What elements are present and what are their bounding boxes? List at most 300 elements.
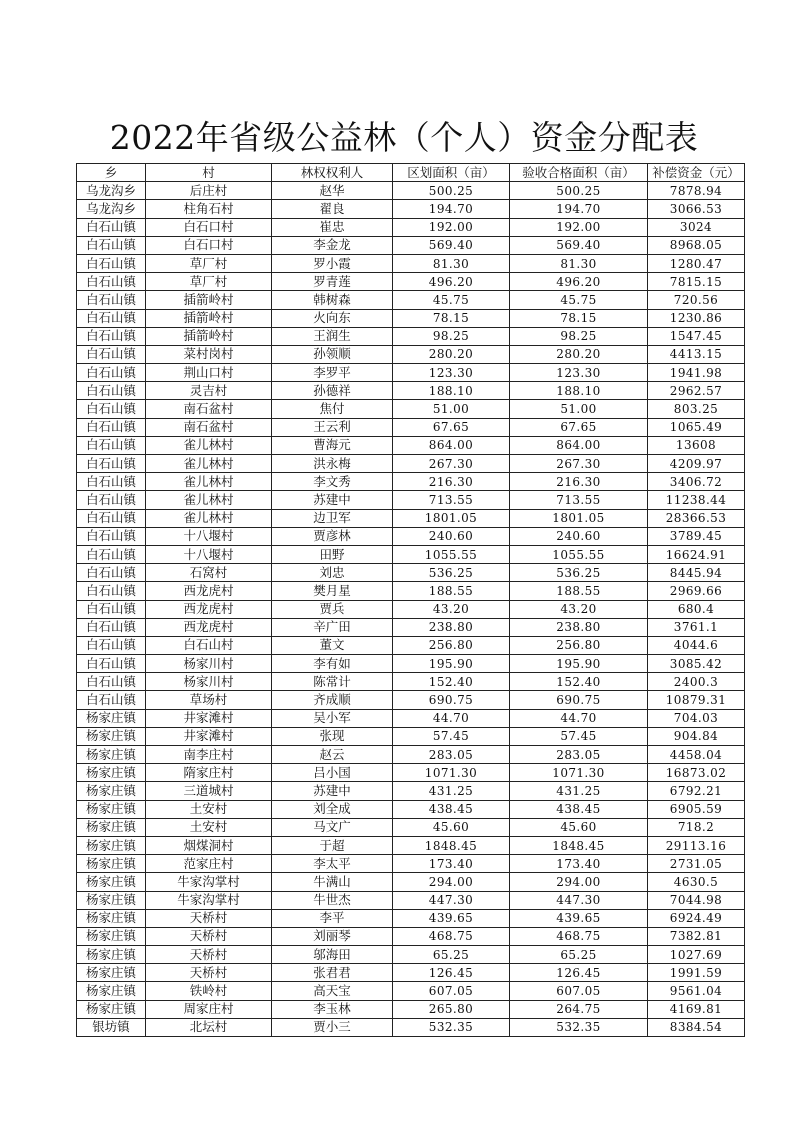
cell-township: 白石山镇 [77, 345, 146, 363]
cell-village: 土安村 [146, 800, 272, 818]
table-row [77, 727, 745, 745]
cell-accepted-area: 123.30 [510, 364, 648, 382]
cell-holder: 李有如 [272, 655, 393, 673]
cell-holder: 韩树森 [272, 291, 393, 309]
table-row [77, 782, 745, 800]
cell-compensation: 704.03 [648, 709, 745, 727]
cell-township: 白石山镇 [77, 436, 146, 454]
cell-compensation: 8968.05 [648, 236, 745, 254]
table-row [77, 218, 745, 236]
cell-village: 白石口村 [146, 236, 272, 254]
cell-township: 白石山镇 [77, 618, 146, 636]
cell-compensation: 10879.31 [648, 691, 745, 709]
cell-village: 天桥村 [146, 909, 272, 927]
cell-township: 杨家庄镇 [77, 1000, 146, 1018]
cell-township: 白石山镇 [77, 254, 146, 272]
cell-holder: 李金龙 [272, 236, 393, 254]
cell-holder: 陈常计 [272, 673, 393, 691]
cell-accepted-area: 864.00 [510, 436, 648, 454]
cell-planned-area: 78.15 [393, 309, 510, 327]
cell-village: 井家滩村 [146, 709, 272, 727]
cell-accepted-area: 438.45 [510, 800, 648, 818]
cell-planned-area: 267.30 [393, 455, 510, 473]
allocation-table [76, 163, 745, 1037]
cell-planned-area: 607.05 [393, 982, 510, 1000]
cell-compensation: 7044.98 [648, 891, 745, 909]
cell-village: 铁岭村 [146, 982, 272, 1000]
cell-holder: 张君君 [272, 964, 393, 982]
cell-compensation: 4209.97 [648, 455, 745, 473]
cell-village: 草厂村 [146, 254, 272, 272]
table-row [77, 836, 745, 854]
cell-planned-area: 45.60 [393, 818, 510, 836]
cell-holder: 火向东 [272, 309, 393, 327]
cell-township: 杨家庄镇 [77, 782, 146, 800]
cell-village: 杨家川村 [146, 673, 272, 691]
cell-village: 雀儿林村 [146, 436, 272, 454]
cell-township: 白石山镇 [77, 418, 146, 436]
cell-compensation: 3789.45 [648, 527, 745, 545]
cell-compensation: 1991.59 [648, 964, 745, 982]
cell-planned-area: 294.00 [393, 873, 510, 891]
table-row [77, 746, 745, 764]
cell-holder: 刘全成 [272, 800, 393, 818]
column-header-compensation: 补偿资金（元） [648, 164, 745, 182]
cell-holder: 李玉林 [272, 1000, 393, 1018]
cell-township: 杨家庄镇 [77, 873, 146, 891]
cell-township: 杨家庄镇 [77, 927, 146, 945]
cell-accepted-area: 43.20 [510, 600, 648, 618]
cell-accepted-area: 45.75 [510, 291, 648, 309]
cell-accepted-area: 532.35 [510, 1018, 648, 1036]
table-row [77, 236, 745, 254]
cell-planned-area: 1071.30 [393, 764, 510, 782]
cell-accepted-area: 690.75 [510, 691, 648, 709]
cell-township: 白石山镇 [77, 273, 146, 291]
cell-planned-area: 173.40 [393, 855, 510, 873]
cell-planned-area: 43.20 [393, 600, 510, 618]
column-header-accepted-area: 验收合格面积（亩） [510, 164, 648, 182]
cell-compensation: 3024 [648, 218, 745, 236]
cell-accepted-area: 126.45 [510, 964, 648, 982]
cell-township: 杨家庄镇 [77, 764, 146, 782]
cell-compensation: 11238.44 [648, 491, 745, 509]
cell-planned-area: 256.80 [393, 636, 510, 654]
table-row [77, 345, 745, 363]
cell-village: 天桥村 [146, 927, 272, 945]
cell-township: 杨家庄镇 [77, 727, 146, 745]
cell-village: 西龙虎村 [146, 618, 272, 636]
cell-planned-area: 126.45 [393, 964, 510, 982]
cell-holder: 于超 [272, 836, 393, 854]
table-row [77, 927, 745, 945]
table-row [77, 182, 745, 200]
cell-township: 杨家庄镇 [77, 818, 146, 836]
cell-accepted-area: 468.75 [510, 927, 648, 945]
cell-accepted-area: 264.75 [510, 1000, 648, 1018]
table-row [77, 327, 745, 345]
cell-village: 烟煤洞村 [146, 836, 272, 854]
cell-compensation: 9561.04 [648, 982, 745, 1000]
cell-village: 菜村岗村 [146, 345, 272, 363]
cell-township: 杨家庄镇 [77, 964, 146, 982]
cell-planned-area: 532.35 [393, 1018, 510, 1036]
cell-township: 白石山镇 [77, 473, 146, 491]
column-header-village: 村 [146, 164, 272, 182]
table-row [77, 418, 745, 436]
cell-village: 白石口村 [146, 218, 272, 236]
cell-village: 柱角石村 [146, 200, 272, 218]
table-row [77, 382, 745, 400]
cell-township: 白石山镇 [77, 364, 146, 382]
cell-planned-area: 536.25 [393, 564, 510, 582]
cell-planned-area: 468.75 [393, 927, 510, 945]
cell-planned-area: 51.00 [393, 400, 510, 418]
cell-accepted-area: 192.00 [510, 218, 648, 236]
cell-holder: 李太平 [272, 855, 393, 873]
cell-holder: 董文 [272, 636, 393, 654]
cell-accepted-area: 81.30 [510, 254, 648, 272]
cell-holder: 苏建中 [272, 491, 393, 509]
cell-compensation: 8445.94 [648, 564, 745, 582]
cell-village: 周家庄村 [146, 1000, 272, 1018]
cell-accepted-area: 173.40 [510, 855, 648, 873]
cell-village: 草场村 [146, 691, 272, 709]
cell-accepted-area: 294.00 [510, 873, 648, 891]
cell-village: 南李庄村 [146, 746, 272, 764]
cell-holder: 牛世杰 [272, 891, 393, 909]
cell-compensation: 1065.49 [648, 418, 745, 436]
cell-village: 北坛村 [146, 1018, 272, 1036]
table-row [77, 291, 745, 309]
cell-holder: 邬海田 [272, 946, 393, 964]
cell-holder: 贾小三 [272, 1018, 393, 1036]
cell-planned-area: 45.75 [393, 291, 510, 309]
table-row [77, 636, 745, 654]
cell-holder: 李文秀 [272, 473, 393, 491]
cell-planned-area: 280.20 [393, 345, 510, 363]
cell-township: 杨家庄镇 [77, 746, 146, 764]
table-row [77, 436, 745, 454]
cell-township: 白石山镇 [77, 582, 146, 600]
cell-village: 插箭岭村 [146, 327, 272, 345]
cell-holder: 辛广田 [272, 618, 393, 636]
cell-accepted-area: 57.45 [510, 727, 648, 745]
cell-village: 雀儿林村 [146, 473, 272, 491]
cell-township: 杨家庄镇 [77, 982, 146, 1000]
cell-planned-area: 240.60 [393, 527, 510, 545]
cell-planned-area: 713.55 [393, 491, 510, 509]
cell-village: 十八堰村 [146, 527, 272, 545]
table-row [77, 1000, 745, 1018]
cell-accepted-area: 152.40 [510, 673, 648, 691]
cell-planned-area: 496.20 [393, 273, 510, 291]
cell-compensation: 6924.49 [648, 909, 745, 927]
cell-village: 雀儿林村 [146, 491, 272, 509]
cell-holder: 李平 [272, 909, 393, 927]
cell-accepted-area: 51.00 [510, 400, 648, 418]
cell-compensation: 1027.69 [648, 946, 745, 964]
cell-accepted-area: 607.05 [510, 982, 648, 1000]
cell-township: 白石山镇 [77, 327, 146, 345]
cell-compensation: 1941.98 [648, 364, 745, 382]
cell-planned-area: 283.05 [393, 746, 510, 764]
cell-accepted-area: 238.80 [510, 618, 648, 636]
table-row [77, 673, 745, 691]
cell-compensation: 4630.5 [648, 873, 745, 891]
cell-compensation: 2969.66 [648, 582, 745, 600]
cell-village: 雀儿林村 [146, 455, 272, 473]
cell-township: 白石山镇 [77, 564, 146, 582]
cell-township: 白石山镇 [77, 455, 146, 473]
cell-compensation: 1280.47 [648, 254, 745, 272]
cell-compensation: 720.56 [648, 291, 745, 309]
cell-village: 后庄村 [146, 182, 272, 200]
cell-township: 杨家庄镇 [77, 800, 146, 818]
table-row [77, 691, 745, 709]
cell-accepted-area: 188.10 [510, 382, 648, 400]
cell-holder: 贾兵 [272, 600, 393, 618]
cell-planned-area: 1801.05 [393, 509, 510, 527]
table-row [77, 509, 745, 527]
cell-township: 白石山镇 [77, 400, 146, 418]
cell-planned-area: 152.40 [393, 673, 510, 691]
column-header-planned-area: 区划面积（亩） [393, 164, 510, 182]
cell-accepted-area: 1055.55 [510, 545, 648, 563]
table-row [77, 1018, 745, 1036]
cell-planned-area: 238.80 [393, 618, 510, 636]
cell-township: 白石山镇 [77, 527, 146, 545]
cell-compensation: 16873.02 [648, 764, 745, 782]
cell-compensation: 680.4 [648, 600, 745, 618]
cell-accepted-area: 1848.45 [510, 836, 648, 854]
cell-accepted-area: 65.25 [510, 946, 648, 964]
table-row [77, 709, 745, 727]
table-row [77, 364, 745, 382]
cell-planned-area: 188.55 [393, 582, 510, 600]
cell-accepted-area: 280.20 [510, 345, 648, 363]
cell-planned-area: 57.45 [393, 727, 510, 745]
cell-accepted-area: 45.60 [510, 818, 648, 836]
cell-planned-area: 194.70 [393, 200, 510, 218]
cell-compensation: 13608 [648, 436, 745, 454]
cell-township: 杨家庄镇 [77, 709, 146, 727]
cell-township: 白石山镇 [77, 291, 146, 309]
cell-accepted-area: 500.25 [510, 182, 648, 200]
cell-planned-area: 44.70 [393, 709, 510, 727]
table-row [77, 527, 745, 545]
table-row [77, 564, 745, 582]
cell-township: 白石山镇 [77, 655, 146, 673]
cell-village: 石窝村 [146, 564, 272, 582]
cell-township: 乌龙沟乡 [77, 200, 146, 218]
cell-planned-area: 864.00 [393, 436, 510, 454]
cell-compensation: 3406.72 [648, 473, 745, 491]
table-row [77, 582, 745, 600]
cell-accepted-area: 194.70 [510, 200, 648, 218]
cell-compensation: 7382.81 [648, 927, 745, 945]
table-row [77, 873, 745, 891]
cell-township: 杨家庄镇 [77, 836, 146, 854]
table-row [77, 946, 745, 964]
cell-compensation: 2962.57 [648, 382, 745, 400]
cell-compensation: 8384.54 [648, 1018, 745, 1036]
cell-village: 牛家沟掌村 [146, 891, 272, 909]
cell-compensation: 29113.16 [648, 836, 745, 854]
cell-township: 白石山镇 [77, 382, 146, 400]
cell-township: 银坊镇 [77, 1018, 146, 1036]
cell-compensation: 1547.45 [648, 327, 745, 345]
cell-village: 雀儿林村 [146, 509, 272, 527]
cell-village: 井家滩村 [146, 727, 272, 745]
cell-compensation: 1230.86 [648, 309, 745, 327]
table-row [77, 545, 745, 563]
cell-township: 白石山镇 [77, 218, 146, 236]
cell-holder: 樊月星 [272, 582, 393, 600]
cell-compensation: 718.2 [648, 818, 745, 836]
cell-holder: 田野 [272, 545, 393, 563]
cell-holder: 王云利 [272, 418, 393, 436]
table-row [77, 618, 745, 636]
cell-accepted-area: 496.20 [510, 273, 648, 291]
cell-township: 白石山镇 [77, 600, 146, 618]
table-row [77, 891, 745, 909]
cell-planned-area: 1848.45 [393, 836, 510, 854]
cell-holder: 齐成顺 [272, 691, 393, 709]
cell-holder: 牛满山 [272, 873, 393, 891]
cell-village: 白石山村 [146, 636, 272, 654]
cell-township: 杨家庄镇 [77, 909, 146, 927]
table-row [77, 491, 745, 509]
cell-compensation: 7878.94 [648, 182, 745, 200]
cell-township: 白石山镇 [77, 636, 146, 654]
table-row [77, 982, 745, 1000]
cell-accepted-area: 256.80 [510, 636, 648, 654]
cell-holder: 孙德祥 [272, 382, 393, 400]
cell-planned-area: 447.30 [393, 891, 510, 909]
cell-township: 白石山镇 [77, 509, 146, 527]
table-row [77, 909, 745, 927]
cell-accepted-area: 439.65 [510, 909, 648, 927]
cell-village: 天桥村 [146, 964, 272, 982]
cell-compensation: 3066.53 [648, 200, 745, 218]
table-row [77, 964, 745, 982]
cell-holder: 张现 [272, 727, 393, 745]
cell-planned-area: 265.80 [393, 1000, 510, 1018]
table-row [77, 200, 745, 218]
cell-accepted-area: 536.25 [510, 564, 648, 582]
cell-holder: 贾彦林 [272, 527, 393, 545]
table-row [77, 855, 745, 873]
cell-planned-area: 216.30 [393, 473, 510, 491]
cell-village: 插箭岭村 [146, 291, 272, 309]
cell-compensation: 6792.21 [648, 782, 745, 800]
cell-village: 十八堰村 [146, 545, 272, 563]
cell-township: 杨家庄镇 [77, 855, 146, 873]
cell-holder: 翟良 [272, 200, 393, 218]
cell-village: 草厂村 [146, 273, 272, 291]
cell-planned-area: 439.65 [393, 909, 510, 927]
cell-holder: 马文广 [272, 818, 393, 836]
cell-planned-area: 195.90 [393, 655, 510, 673]
cell-accepted-area: 431.25 [510, 782, 648, 800]
cell-township: 白石山镇 [77, 491, 146, 509]
table-row [77, 764, 745, 782]
cell-planned-area: 569.40 [393, 236, 510, 254]
cell-accepted-area: 447.30 [510, 891, 648, 909]
table-row [77, 254, 745, 272]
table-row [77, 800, 745, 818]
cell-planned-area: 98.25 [393, 327, 510, 345]
cell-accepted-area: 240.60 [510, 527, 648, 545]
page-title: 2022年省级公益林（个人）资金分配表 [109, 118, 699, 157]
cell-holder: 罗青莲 [272, 273, 393, 291]
cell-compensation: 6905.59 [648, 800, 745, 818]
cell-holder: 李罗平 [272, 364, 393, 382]
table-row [77, 400, 745, 418]
cell-village: 荆山口村 [146, 364, 272, 382]
cell-holder: 曹海元 [272, 436, 393, 454]
cell-village: 土安村 [146, 818, 272, 836]
cell-holder: 罗小霞 [272, 254, 393, 272]
cell-accepted-area: 98.25 [510, 327, 648, 345]
cell-village: 杨家川村 [146, 655, 272, 673]
cell-planned-area: 431.25 [393, 782, 510, 800]
cell-compensation: 904.84 [648, 727, 745, 745]
cell-planned-area: 690.75 [393, 691, 510, 709]
cell-compensation: 4044.6 [648, 636, 745, 654]
table-header-row [77, 164, 745, 182]
cell-accepted-area: 569.40 [510, 236, 648, 254]
cell-holder: 吴小军 [272, 709, 393, 727]
cell-holder: 孙领顺 [272, 345, 393, 363]
cell-holder: 崔忠 [272, 218, 393, 236]
cell-planned-area: 1055.55 [393, 545, 510, 563]
cell-township: 乌龙沟乡 [77, 182, 146, 200]
cell-holder: 刘忠 [272, 564, 393, 582]
cell-village: 牛家沟掌村 [146, 873, 272, 891]
cell-village: 南石盆村 [146, 400, 272, 418]
cell-compensation: 16624.91 [648, 545, 745, 563]
cell-holder: 吕小国 [272, 764, 393, 782]
cell-accepted-area: 713.55 [510, 491, 648, 509]
cell-holder: 赵云 [272, 746, 393, 764]
cell-planned-area: 65.25 [393, 946, 510, 964]
table-row [77, 273, 745, 291]
cell-village: 隋家庄村 [146, 764, 272, 782]
cell-accepted-area: 67.65 [510, 418, 648, 436]
cell-compensation: 4458.04 [648, 746, 745, 764]
cell-compensation: 4169.81 [648, 1000, 745, 1018]
cell-accepted-area: 1071.30 [510, 764, 648, 782]
cell-accepted-area: 216.30 [510, 473, 648, 491]
table-row [77, 473, 745, 491]
cell-compensation: 2731.05 [648, 855, 745, 873]
cell-planned-area: 500.25 [393, 182, 510, 200]
cell-village: 范家庄村 [146, 855, 272, 873]
cell-holder: 洪永梅 [272, 455, 393, 473]
cell-planned-area: 123.30 [393, 364, 510, 382]
cell-accepted-area: 1801.05 [510, 509, 648, 527]
cell-holder: 刘丽琴 [272, 927, 393, 945]
cell-compensation: 28366.53 [648, 509, 745, 527]
table-row [77, 655, 745, 673]
cell-holder: 边卫军 [272, 509, 393, 527]
column-header-forest-right-holder: 林权权利人 [272, 164, 393, 182]
table-row [77, 455, 745, 473]
table-body [77, 182, 745, 1037]
cell-township: 白石山镇 [77, 309, 146, 327]
